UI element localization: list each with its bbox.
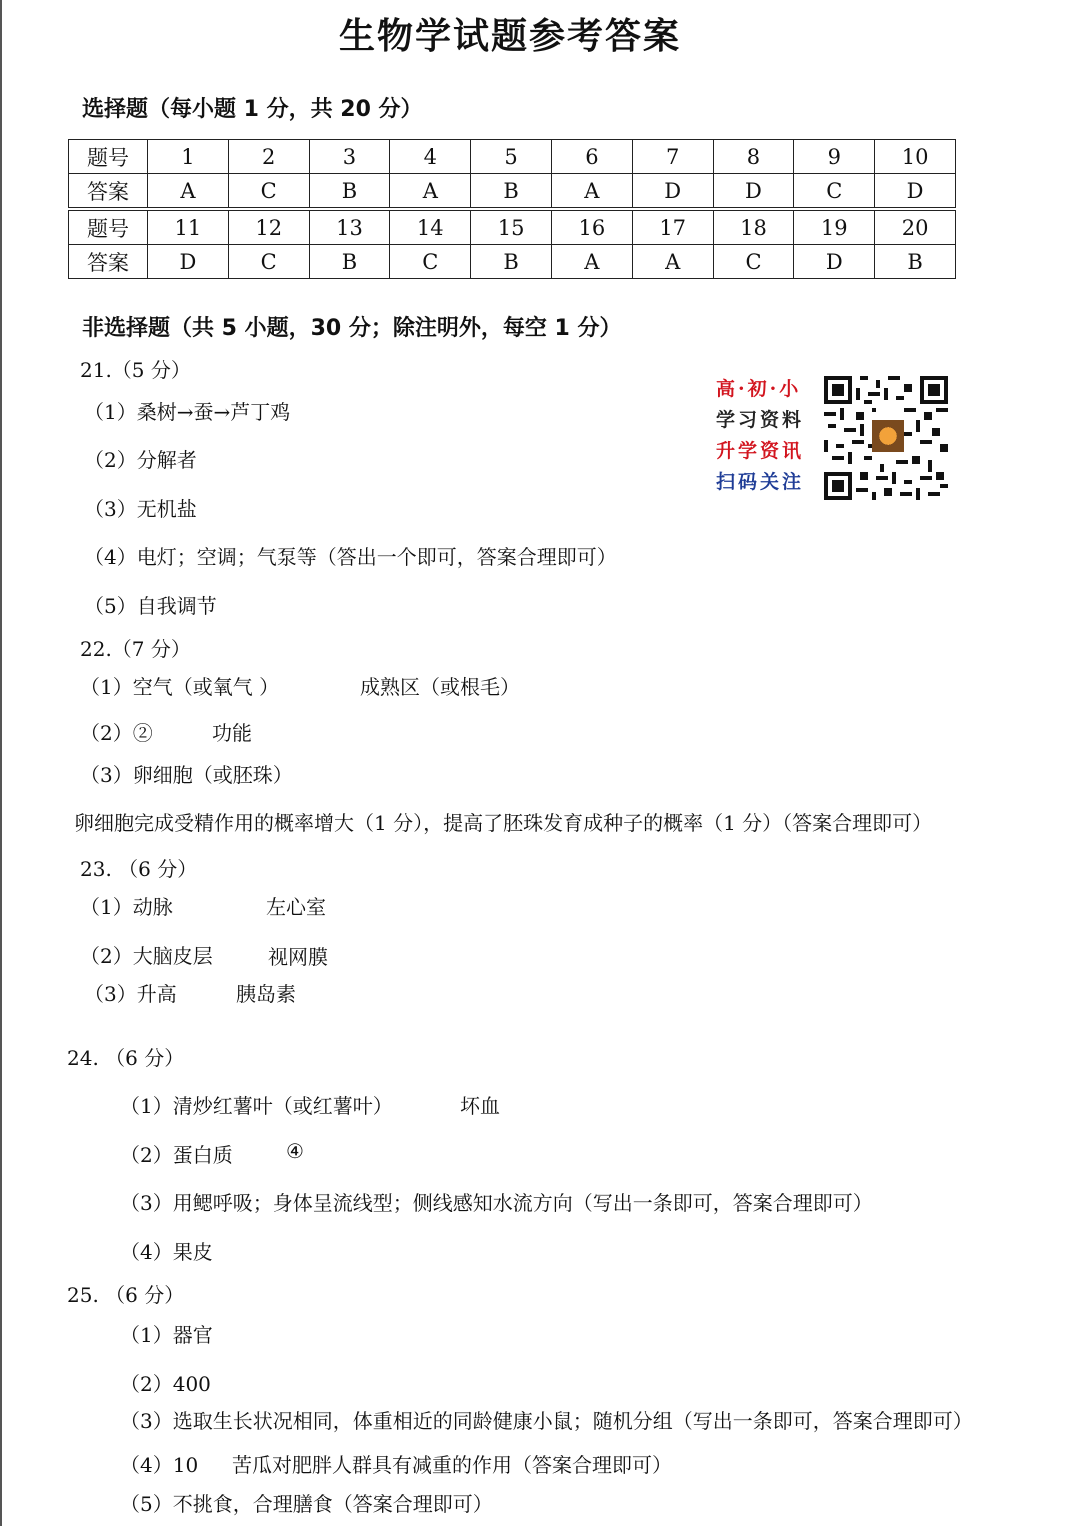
q24-answer-1a: （1）清炒红薯叶（或红薯叶）: [120, 1094, 393, 1118]
promo-block: [716, 374, 956, 500]
q25-number: 25. （6 分）: [67, 1283, 185, 1307]
q22-answer-3: （3）卵细胞（或胚珠）: [80, 763, 293, 787]
q22-number: 22.（7 分）: [80, 637, 191, 661]
question-number: 10: [875, 140, 956, 174]
answer-cell: B: [875, 245, 956, 279]
question-number: 16: [551, 211, 632, 245]
answer-cell: A: [148, 174, 229, 208]
q21-answer-3: （3）无机盐: [84, 497, 197, 521]
q23-answer-2b: 视网膜: [268, 945, 328, 969]
question-number: 1: [148, 140, 229, 174]
question-number: 8: [713, 140, 794, 174]
q25-answer-4a: （4）10: [120, 1453, 199, 1477]
answer-cell: C: [228, 245, 309, 279]
q22-answer-4: 卵细胞完成受精作用的概率增大（1 分），提高了胚珠发育成种子的概率（1 分）（答案合理即可）: [74, 811, 933, 835]
q25-answer-4b: 苦瓜对肥胖人群具有减重的作用（答案合理即可）: [232, 1453, 672, 1477]
q25-answer-5: （5）不挑食，合理膳食（答案合理即可）: [120, 1492, 493, 1516]
q23-answer-3a: （3）升高: [84, 982, 177, 1006]
answer-cell: A: [551, 174, 632, 208]
q22-answer-1b: 成熟区（或根毛）: [360, 675, 520, 699]
question-number: 18: [713, 211, 794, 245]
question-number: 11: [148, 211, 229, 245]
q21-answer-1: （1）桑树→蚕→芦丁鸡: [84, 400, 291, 424]
q23-answer-1a: （1）动脉: [80, 895, 173, 919]
answer-cell: C: [228, 174, 309, 208]
question-number: 3: [309, 140, 390, 174]
answer-cell: B: [309, 245, 390, 279]
q22-answer-2b: 功能: [212, 721, 252, 745]
q24-answer-2a: （2）蛋白质: [120, 1143, 233, 1167]
answer-cell: A: [632, 245, 713, 279]
question-number: 2: [228, 140, 309, 174]
question-number: 6: [551, 140, 632, 174]
q24-answer-3: （3）用鳃呼吸；身体呈流线型；侧线感知水流方向（写出一条即可，答案合理即可）: [120, 1191, 873, 1215]
answer-cell: B: [471, 174, 552, 208]
row-label-answer: 答案: [69, 174, 148, 208]
q25-answer-1: （1）器官: [120, 1323, 213, 1347]
answer-cell: D: [632, 174, 713, 208]
row-label-question: 题号: [69, 211, 148, 245]
page-title: 生物学试题参考答案: [338, 16, 681, 57]
table-row: [69, 174, 956, 208]
choice-heading: 选择题（每小题 1 分，共 20 分）: [82, 97, 423, 122]
table-row: [69, 245, 956, 279]
answer-cell: B: [471, 245, 552, 279]
row-label-answer: 答案: [69, 245, 148, 279]
row-label-question: 题号: [69, 140, 148, 174]
answer-cell: D: [148, 245, 229, 279]
q24-answer-4: （4）果皮: [120, 1240, 213, 1264]
question-number: 5: [471, 140, 552, 174]
answer-cell: A: [551, 245, 632, 279]
answer-cell: C: [390, 245, 471, 279]
question-number: 19: [794, 211, 875, 245]
answer-cell: C: [713, 245, 794, 279]
q22-answer-1a: （1）空气（或氧气 ）: [80, 675, 280, 699]
question-number: 17: [632, 211, 713, 245]
promo-line-2: 学习资料: [716, 409, 805, 431]
table-row: [69, 211, 956, 245]
question-number: 9: [794, 140, 875, 174]
question-number: 14: [390, 211, 471, 245]
q25-answer-2: （2）400: [120, 1372, 211, 1396]
page-left-border: [0, 0, 2, 1526]
answer-cell: B: [309, 174, 390, 208]
qr-code-icon[interactable]: [824, 376, 948, 500]
answer-cell: D: [875, 174, 956, 208]
q21-answer-2: （2）分解者: [84, 448, 197, 472]
answer-cell: A: [390, 174, 471, 208]
question-number: 7: [632, 140, 713, 174]
question-number: 20: [875, 211, 956, 245]
question-number: 12: [228, 211, 309, 245]
answer-cell: D: [794, 245, 875, 279]
q22-answer-2a: （2）②: [80, 721, 153, 745]
answer-table-1: [68, 139, 956, 208]
question-number: 13: [309, 211, 390, 245]
nonchoice-heading: 非选择题（共 5 小题，30 分；除注明外，每空 1 分）: [82, 316, 622, 341]
promo-line-1: 高·初·小: [716, 378, 802, 400]
q24-answer-2b: ④: [286, 1139, 304, 1163]
q23-number: 23. （6 分）: [80, 857, 198, 881]
answer-cell: C: [794, 174, 875, 208]
q21-answer-4: （4）电灯；空调；气泵等（答出一个即可，答案合理即可）: [84, 545, 617, 569]
promo-line-3: 升学资讯: [716, 440, 805, 462]
question-number: 15: [471, 211, 552, 245]
promo-text: [716, 374, 804, 498]
q21-number: 21.（5 分）: [80, 358, 191, 382]
q23-answer-1b: 左心室: [266, 895, 326, 919]
promo-line-4: 扫码关注: [716, 471, 805, 493]
q24-answer-1b: 坏血: [460, 1094, 500, 1118]
q25-answer-3: （3）选取生长状况相同，体重相近的同龄健康小鼠；随机分组（写出一条即可，答案合理即可）: [120, 1409, 973, 1433]
q23-answer-2a: （2）大脑皮层: [80, 944, 213, 968]
table-row: [69, 140, 956, 174]
q21-answer-5: （5）自我调节: [84, 594, 217, 618]
answer-table-2: [68, 210, 956, 279]
answer-cell: D: [713, 174, 794, 208]
question-number: 4: [390, 140, 471, 174]
q24-number: 24. （6 分）: [67, 1046, 185, 1070]
q23-answer-3b: 胰岛素: [236, 982, 296, 1006]
